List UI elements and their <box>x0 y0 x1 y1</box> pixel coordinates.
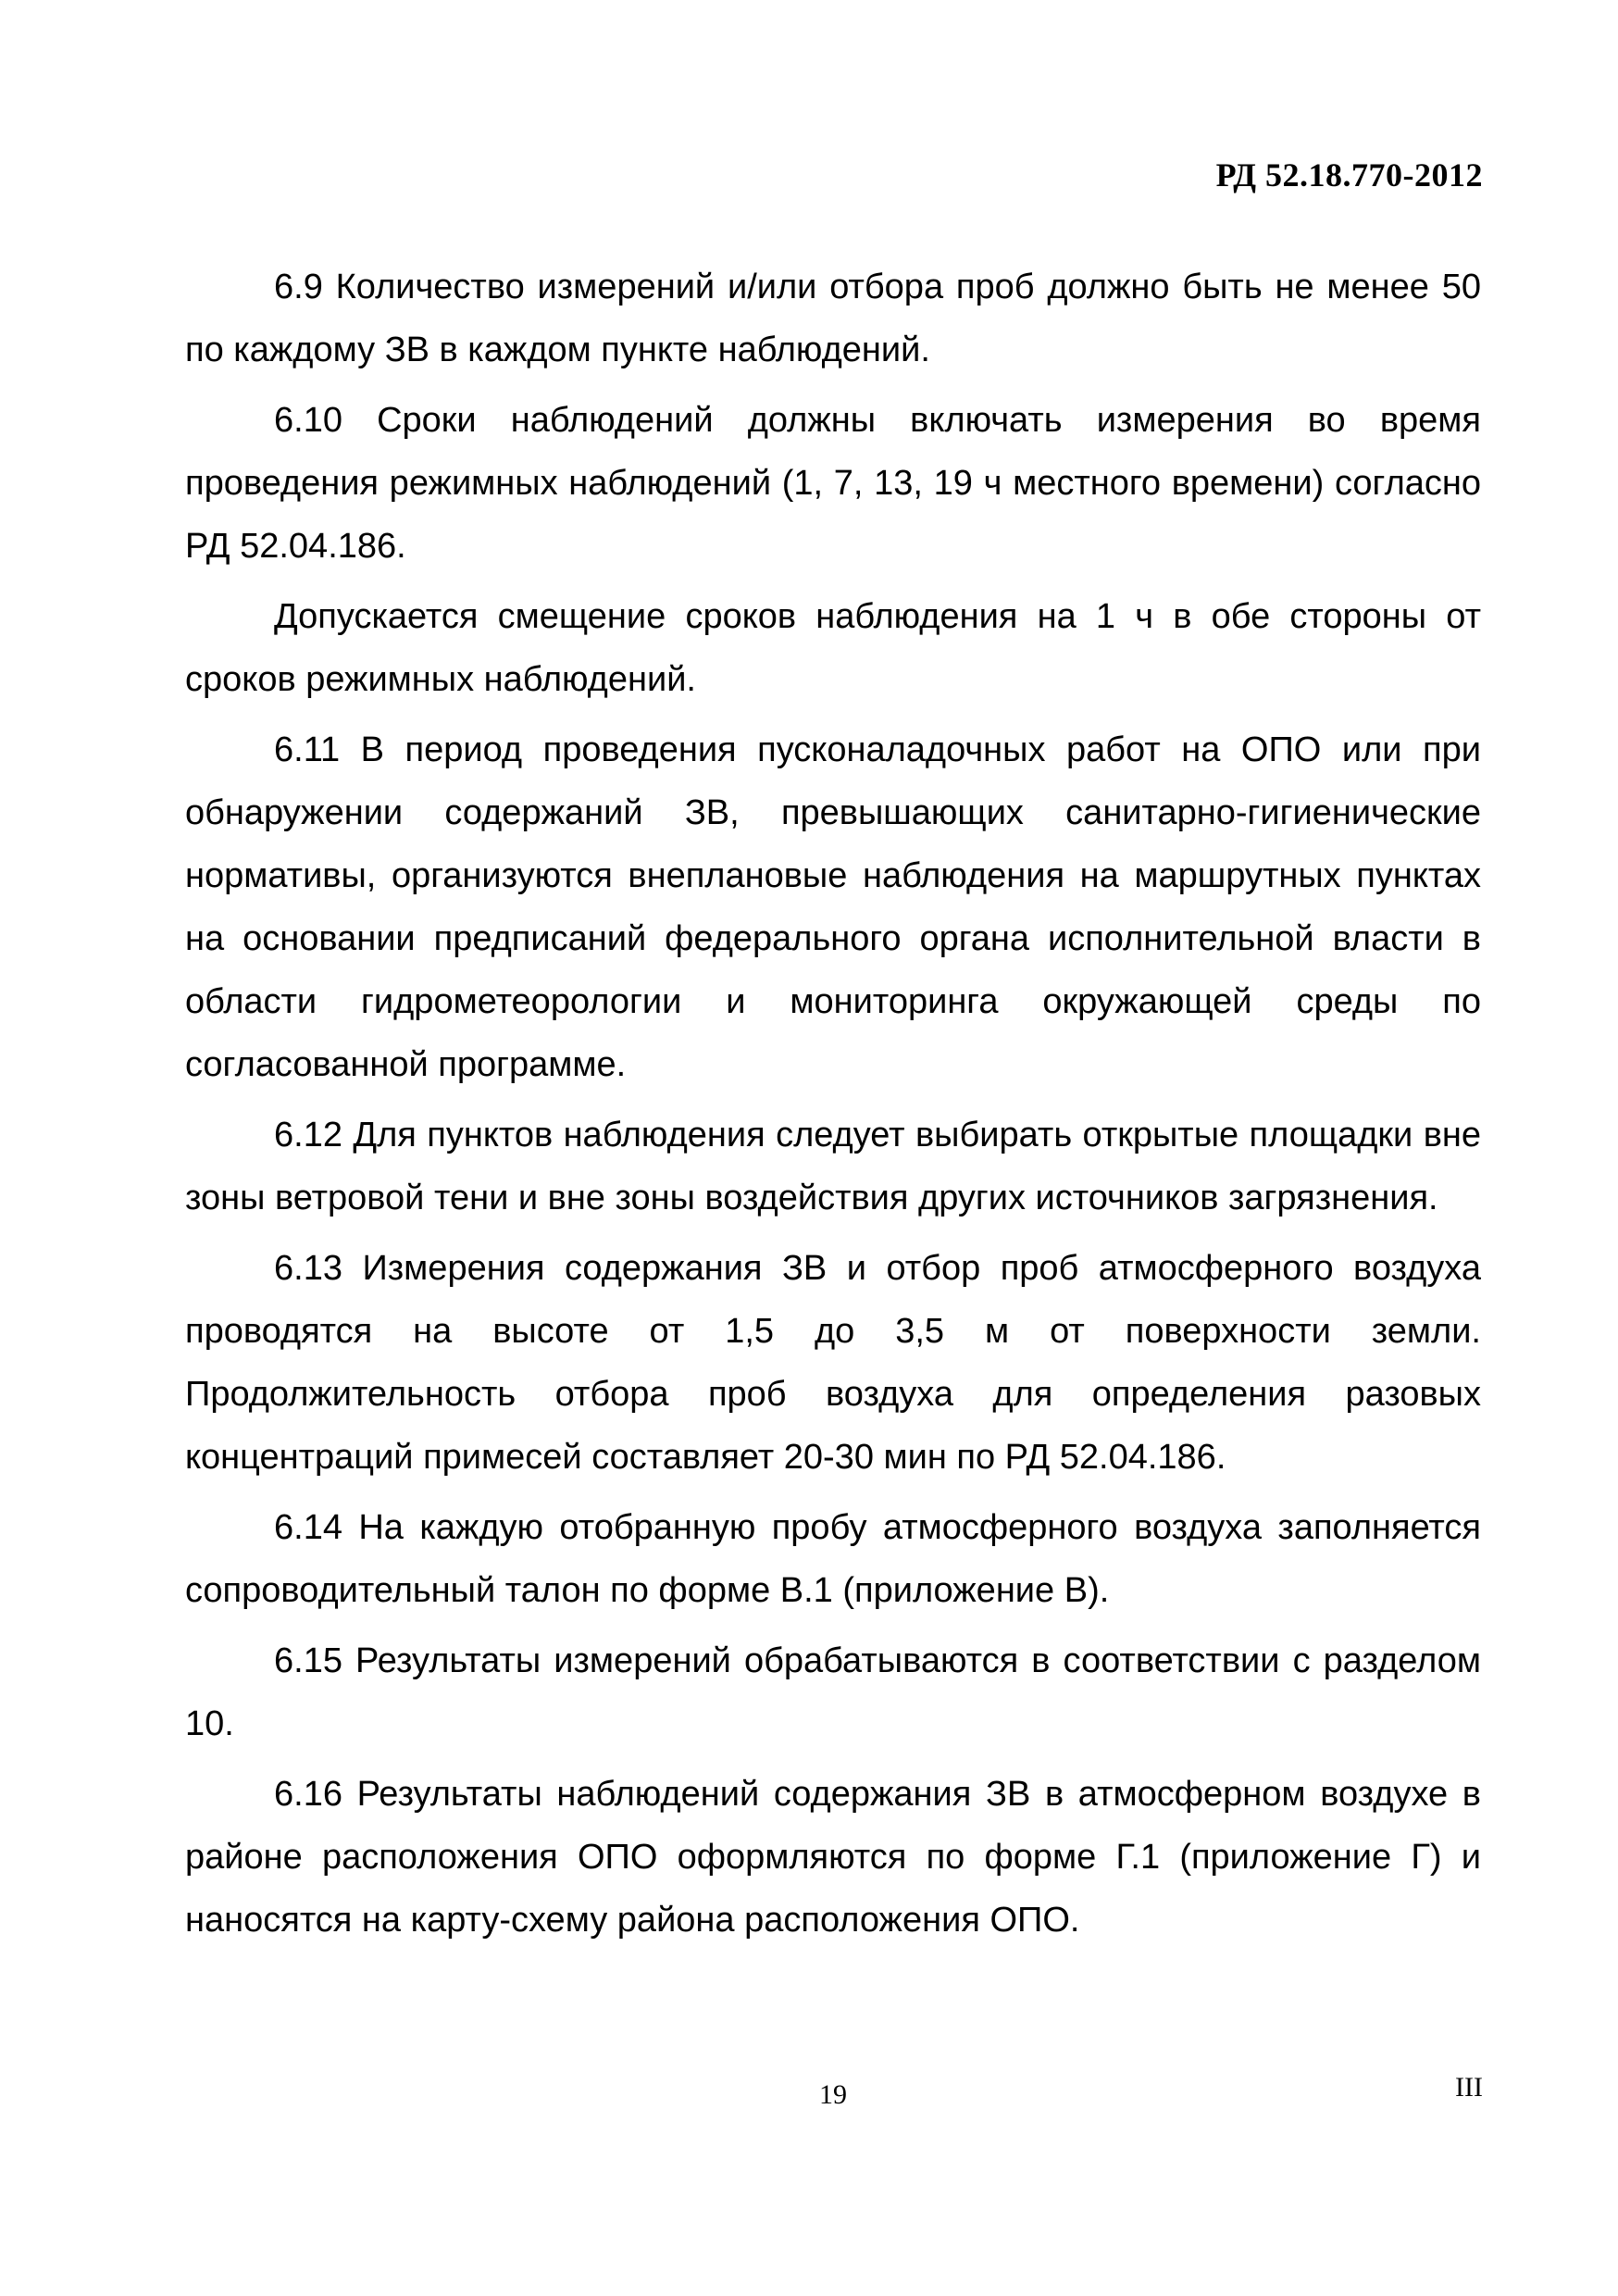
page-number: 19 <box>819 2079 847 2110</box>
document-code: РД 52.18.770-2012 <box>1215 156 1483 193</box>
paragraph-6-12: 6.12 Для пунктов наблюдения следует выбирать открытые площадки вне зоны ветровой тени и вне зоны воздействия других источников загрязнения. <box>185 1116 1481 1217</box>
document-body <box>185 256 1481 1959</box>
paragraph-6-11: 6.11 В период проведения пусконаладочных работ на ОПО или при обнаружении содержаний ЗВ, превышающих санитарно-гигиенические нормативы, организуются внеплановые наблюдения на маршрутных пунктах на основании предписаний федерального органа исполнительной власти в области гидрометеорологии и мониторинга окружающей среды по согласованной программе. <box>185 730 1481 1084</box>
paragraph-6-9: 6.9 Количество измерений и/или отбора проб должно быть не менее 50 по каждому ЗВ в каждом пункте наблюдений. <box>185 268 1481 369</box>
paragraph-6-15: 6.15 Результаты измерений обрабатываются в соответствии с разделом 10. <box>185 1641 1481 1743</box>
paragraph-6-10: 6.10 Сроки наблюдений должны включать измерения во время проведения режимных наблюдений (1, 7, 13, 19 ч местного времени) согласно РД 52.04.186. <box>185 401 1481 566</box>
paragraph-6-10-note: Допускается смещение сроков наблюдения на 1 ч в обе стороны от сроков режимных наблюдений. <box>185 597 1481 699</box>
paragraph-6-13: 6.13 Измерения содержания ЗВ и отбор проб атмосферного воздуха проводятся на высоте от 1,5 до 3,5 м от поверхности земли. Продолжительность отбора проб воздуха для определения разовых концентраций примесей составляет 20-30 мин по РД 52.04.186. <box>185 1249 1481 1477</box>
paragraph-6-16: 6.16 Результаты наблюдений содержания ЗВ в атмосферном воздухе в районе расположения ОПО оформляются по форме Г.1 (приложение Г) и наносятся на карту-схему района расположения ОПО. <box>185 1775 1481 1940</box>
paragraph-6-14: 6.14 На каждую отобранную пробу атмосферного воздуха заполняется сопроводительный талон по форме В.1 (приложение В). <box>185 1508 1481 1610</box>
revision-mark: III <box>1455 2072 1483 2103</box>
